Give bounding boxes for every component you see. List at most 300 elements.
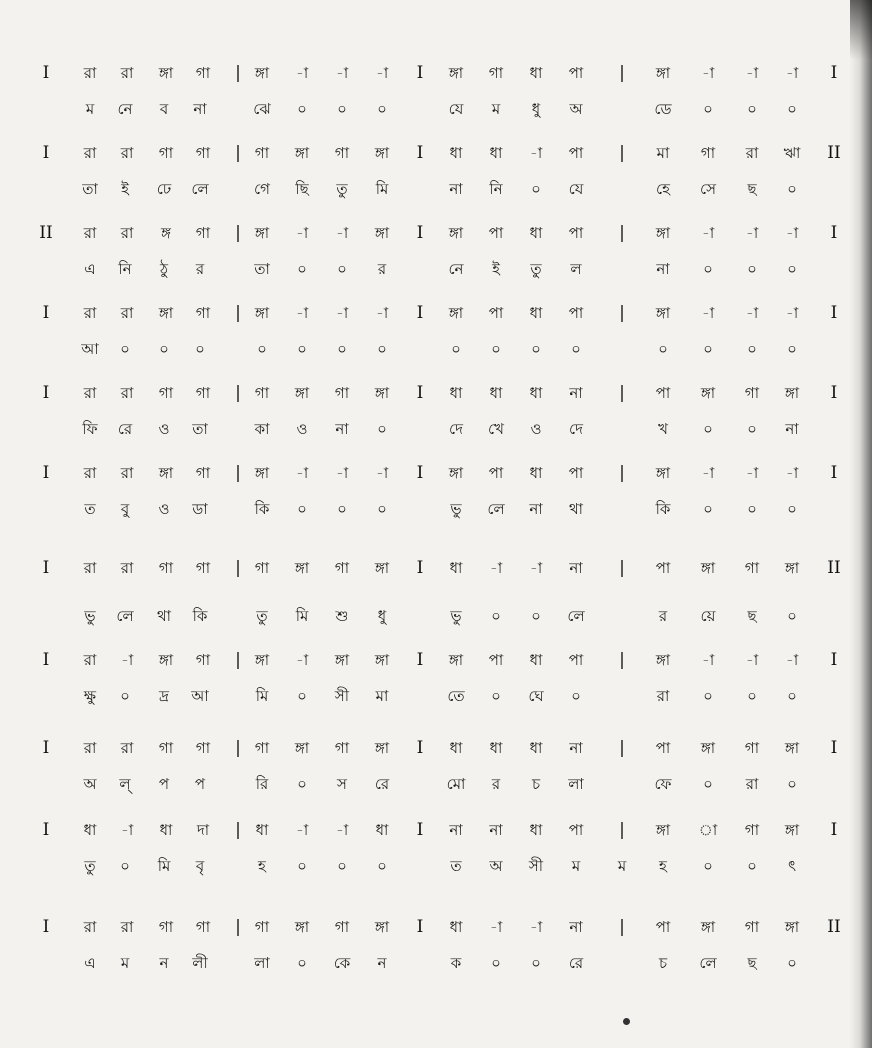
swara-note: না (489, 821, 503, 839)
swara-note: রা (120, 304, 134, 322)
lyric-syllable: মো (446, 775, 466, 793)
swara-note: পা (568, 821, 584, 839)
swara-note: পা (568, 464, 584, 482)
swara-note: ধা (529, 651, 543, 669)
swara-note: গা (334, 384, 350, 402)
swara-note: গা (334, 739, 350, 757)
lyric-syllable: ডে (654, 100, 672, 118)
swara-note: ঙ্গা (334, 651, 350, 669)
bar-line: | (235, 558, 241, 578)
swara-note: ঙ্গা (448, 651, 464, 669)
swara-note: রা (83, 559, 97, 577)
lyric-syllable: ০ (571, 340, 581, 358)
swara-note: না (449, 821, 463, 839)
lyric-syllable: স (337, 775, 347, 793)
lyric-syllable: না (193, 100, 207, 118)
swara-note: গা (195, 144, 211, 162)
swara-note: ঙ্গা (294, 739, 310, 757)
bar-line: | (619, 820, 625, 840)
swara-note: -া (295, 224, 309, 242)
swara-note: া (698, 821, 718, 839)
lyric-syllable: সী (528, 857, 544, 875)
swara-row (0, 645, 872, 675)
lyric-syllable: ই (121, 180, 129, 198)
lyric-syllable: ধু (377, 607, 387, 625)
bar-line: I (42, 820, 50, 840)
lyric-syllable: ভু (450, 500, 462, 518)
swara-note: ঙ্গা (448, 224, 464, 242)
lyric-syllable: রি (255, 775, 269, 793)
lyric-syllable: ত (450, 857, 462, 875)
lyric-syllable: ০ (297, 775, 307, 793)
lyric-syllable: বৃ (195, 857, 205, 875)
bar-line: I (42, 143, 50, 163)
lyric-syllable: ম (120, 954, 130, 972)
lyric-syllable: ০ (747, 100, 757, 118)
lyric-syllable: ০ (297, 340, 307, 358)
swara-note: রা (120, 64, 134, 82)
swara-note: পা (568, 64, 584, 82)
lyric-syllable: ০ (787, 500, 797, 518)
lyric-syllable: ম (617, 857, 627, 875)
bar-line: | (235, 383, 241, 403)
swara-note: ধা (489, 144, 503, 162)
swara-note: রা (83, 918, 97, 936)
lyric-syllable: ০ (787, 775, 797, 793)
swara-note: ঙ্গা (784, 384, 800, 402)
lyric-syllable: ০ (337, 100, 347, 118)
swara-note: গা (195, 918, 211, 936)
lyric-syllable: ঠু (159, 260, 169, 278)
lyric-syllable: ০ (491, 607, 501, 625)
lyric-syllable: ছি (295, 180, 309, 198)
lyric-syllable: ডা (192, 500, 208, 518)
swara-note: পা (655, 918, 671, 936)
lyric-syllable: ও (158, 500, 170, 518)
lyric-row (0, 414, 872, 444)
swara-note: ঙ্গা (374, 144, 390, 162)
lyric-syllable: অ (489, 857, 503, 875)
lyric-syllable: ০ (787, 687, 797, 705)
bar-line: | (619, 558, 625, 578)
lyric-syllable: ও (530, 420, 542, 438)
swara-note: ধা (489, 739, 503, 757)
lyric-syllable: মি (157, 857, 171, 875)
swara-note: ধা (489, 384, 503, 402)
bar-line: | (235, 303, 241, 323)
swara-note: গা (254, 739, 270, 757)
bar-line: | (619, 383, 625, 403)
lyric-syllable: মা (375, 687, 389, 705)
swara-note: ধা (159, 821, 173, 839)
lyric-syllable: ০ (297, 260, 307, 278)
swara-note: ধা (449, 559, 463, 577)
lyric-syllable: ছ (747, 180, 757, 198)
lyric-row (0, 851, 872, 881)
swara-note: রা (120, 224, 134, 242)
swara-note: ধা (529, 304, 543, 322)
swara-note: -া (701, 64, 715, 82)
lyric-syllable: চ (531, 775, 541, 793)
swara-note: -া (701, 651, 715, 669)
swara-note: -া (489, 559, 503, 577)
lyric-row (0, 681, 872, 711)
lyric-syllable: ০ (377, 857, 387, 875)
lyric-syllable: র (377, 260, 387, 278)
bar-line: I (830, 223, 838, 243)
swara-row (0, 815, 872, 845)
lyric-syllable: হ (659, 857, 667, 875)
swara-note: ঙ্গা (448, 304, 464, 322)
swara-note: -া (745, 64, 759, 82)
swara-note: -া (701, 304, 715, 322)
bar-line: | (619, 63, 625, 83)
lyric-syllable: র (491, 775, 501, 793)
swara-note: পা (488, 304, 504, 322)
swara-note: গা (195, 464, 211, 482)
lyric-syllable: লে (699, 954, 717, 972)
swara-note: গা (195, 739, 211, 757)
swara-note: রা (120, 144, 134, 162)
notation-line (0, 58, 872, 138)
swara-note: পা (568, 304, 584, 322)
swara-note: রা (83, 304, 97, 322)
bar-line: I (416, 917, 424, 937)
lyric-syllable: ০ (337, 500, 347, 518)
lyric-syllable: ফে (654, 775, 672, 793)
swara-note: ধা (529, 384, 543, 402)
lyric-syllable: কি (655, 500, 671, 518)
lyric-syllable: রে (117, 420, 133, 438)
lyric-syllable: ০ (703, 687, 713, 705)
swara-note: ঙ্গা (784, 559, 800, 577)
bar-line: I (830, 303, 838, 323)
lyric-syllable: ০ (531, 954, 541, 972)
bar-line: I (416, 303, 424, 323)
swara-note: গা (195, 224, 211, 242)
swara-note: ঙ্গা (374, 651, 390, 669)
bar-line: I (42, 303, 50, 323)
notation-line (0, 378, 872, 458)
swara-note: -া (785, 651, 799, 669)
lyric-syllable: ০ (491, 954, 501, 972)
lyric-syllable: কা (254, 420, 270, 438)
lyric-syllable: কি (192, 607, 208, 625)
lyric-syllable: ব (159, 100, 169, 118)
notation-line (0, 553, 872, 633)
swara-row (0, 912, 872, 942)
swara-note: ধা (529, 739, 543, 757)
lyric-syllable: কে (333, 954, 351, 972)
swara-note: ঙ্গা (700, 918, 716, 936)
swara-row (0, 458, 872, 488)
swara-note: ঙ্গা (700, 559, 716, 577)
lyric-syllable: ও (158, 420, 170, 438)
lyric-syllable: য়ে (700, 607, 716, 625)
lyric-syllable: থা (156, 607, 172, 625)
lyric-syllable: ম (85, 100, 95, 118)
swara-note: -া (745, 464, 759, 482)
lyric-syllable: ০ (703, 100, 713, 118)
swara-note: -া (335, 304, 349, 322)
lyric-syllable: ০ (337, 340, 347, 358)
lyric-syllable: ০ (747, 500, 757, 518)
lyric-syllable: খ (658, 420, 668, 438)
lyric-syllable: আ (81, 340, 99, 358)
swara-note: ঙ্গা (784, 739, 800, 757)
swara-note: পা (568, 144, 584, 162)
bar-line: | (235, 143, 241, 163)
swara-note: গা (744, 918, 760, 936)
lyric-syllable: লে (191, 180, 209, 198)
swara-note: গা (744, 821, 760, 839)
lyric-syllable: রে (568, 954, 584, 972)
lyric-syllable: দে (569, 420, 583, 438)
lyric-syllable: ল্ (119, 775, 131, 793)
lyric-syllable: ছ (747, 954, 757, 972)
swara-note: ঙ্গা (294, 918, 310, 936)
lyric-syllable: লে (487, 500, 505, 518)
swara-note: -া (745, 224, 759, 242)
lyric-syllable: হ (258, 857, 266, 875)
lyric-syllable: তু (530, 260, 542, 278)
swara-note: গা (254, 559, 270, 577)
bar-line: | (235, 650, 241, 670)
swara-note: ধা (449, 918, 463, 936)
bar-line: | (619, 463, 625, 483)
lyric-syllable: ত (84, 500, 96, 518)
swara-note: গা (158, 559, 174, 577)
bar-line: | (619, 917, 625, 937)
lyric-syllable: ০ (747, 687, 757, 705)
swara-note: -া (375, 64, 389, 82)
swara-note: -া (335, 821, 349, 839)
swara-note: রা (120, 559, 134, 577)
swara-note: ঙ্গা (158, 651, 174, 669)
lyric-syllable: ০ (297, 100, 307, 118)
swara-note: রা (83, 384, 97, 402)
lyric-syllable: ০ (787, 340, 797, 358)
lyric-syllable: মি (375, 180, 389, 198)
lyric-syllable: হে (656, 180, 670, 198)
lyric-syllable: ০ (703, 340, 713, 358)
lyric-syllable: ঢে (156, 180, 172, 198)
lyric-syllable: তে (447, 687, 465, 705)
lyric-syllable: প (194, 775, 206, 793)
lyric-syllable: ধু (531, 100, 541, 118)
swara-note: গা (158, 144, 174, 162)
lyric-syllable: ল (570, 260, 582, 278)
swara-note: -া (745, 304, 759, 322)
lyric-syllable: না (656, 260, 670, 278)
swara-note: ঙ্গা (294, 559, 310, 577)
swara-note: গা (195, 64, 211, 82)
lyric-syllable: সে (700, 180, 716, 198)
lyric-syllable: ০ (120, 340, 130, 358)
swara-note: পা (655, 739, 671, 757)
lyric-syllable: কি (254, 500, 270, 518)
swara-note: ঙ্গা (655, 821, 671, 839)
bar-line: I (416, 558, 424, 578)
lyric-syllable: ফি (82, 420, 98, 438)
lyric-syllable: ক (450, 954, 462, 972)
swara-row (0, 218, 872, 248)
lyric-syllable: তা (82, 180, 98, 198)
bar-line: | (235, 63, 241, 83)
lyric-syllable: ০ (531, 607, 541, 625)
swara-note: -া (745, 651, 759, 669)
lyric-syllable: ঘে (528, 687, 544, 705)
swara-note: ঙ্গা (448, 464, 464, 482)
lyric-syllable: লে (567, 607, 585, 625)
lyric-syllable: ছ (747, 607, 757, 625)
lyric-syllable: মি (295, 607, 309, 625)
swara-note: পা (655, 384, 671, 402)
swara-row (0, 553, 872, 583)
lyric-syllable: রা (745, 775, 759, 793)
notation-line (0, 733, 872, 813)
swara-note: গা (195, 384, 211, 402)
lyric-syllable: শু (335, 607, 349, 625)
swara-note: ঙ্গা (655, 304, 671, 322)
swara-note: না (569, 559, 583, 577)
swara-note: ঙ্গা (374, 224, 390, 242)
lyric-syllable: ০ (297, 954, 307, 972)
swara-note: ঙ্গা (374, 918, 390, 936)
lyric-syllable: বু (120, 500, 130, 518)
swara-note: -া (701, 464, 715, 482)
swara-note: ঙ্গা (254, 64, 270, 82)
lyric-syllable: ০ (703, 420, 713, 438)
swara-note: ঙ্গা (374, 739, 390, 757)
lyric-syllable: দে (449, 420, 463, 438)
lyric-syllable: ০ (703, 857, 713, 875)
swara-note: রা (120, 464, 134, 482)
lyric-syllable: তু (84, 857, 96, 875)
lyric-syllable: নে (448, 260, 464, 278)
lyric-syllable: লা (254, 954, 270, 972)
lyric-syllable: ০ (377, 500, 387, 518)
notation-line (0, 645, 872, 725)
swara-note: ধা (449, 384, 463, 402)
lyric-syllable: নি (489, 180, 503, 198)
lyric-syllable: ০ (787, 180, 797, 198)
lyric-syllable: ০ (658, 340, 668, 358)
swara-note: ঙ্গা (254, 224, 270, 242)
lyric-row (0, 601, 872, 631)
swara-note: ধা (83, 821, 97, 839)
swara-note: ঙ্গা (294, 384, 310, 402)
lyric-syllable: যে (448, 100, 464, 118)
notation-line (0, 218, 872, 298)
lyric-row (0, 254, 872, 284)
notation-line (0, 912, 872, 992)
bar-line: | (235, 223, 241, 243)
swara-note: রা (83, 224, 97, 242)
lyric-syllable: ০ (747, 260, 757, 278)
bar-line: I (416, 820, 424, 840)
swara-note: রা (83, 739, 97, 757)
swara-note: ঙ্গা (784, 918, 800, 936)
lyric-syllable: এ (84, 954, 96, 972)
swara-row (0, 138, 872, 168)
swara-note: -া (120, 821, 134, 839)
swara-note: গা (254, 384, 270, 402)
bar-line: I (830, 738, 838, 758)
swara-note: ধা (375, 821, 389, 839)
bar-line: I (830, 820, 838, 840)
lyric-row (0, 948, 872, 978)
lyric-syllable: ০ (531, 180, 541, 198)
swara-note: -া (295, 64, 309, 82)
swara-note: গা (334, 918, 350, 936)
bar-line: I (830, 463, 838, 483)
lyric-syllable: ০ (297, 857, 307, 875)
notation-line (0, 815, 872, 895)
lyric-syllable: ০ (257, 340, 267, 358)
bar-line: II (827, 558, 841, 578)
lyric-syllable: মি (255, 687, 269, 705)
lyric-syllable: ০ (703, 500, 713, 518)
swara-note: পা (488, 464, 504, 482)
swara-note: পা (568, 651, 584, 669)
lyric-row (0, 494, 872, 524)
lyric-syllable: সী (334, 687, 350, 705)
bar-line: I (416, 463, 424, 483)
notation-line (0, 298, 872, 378)
bar-line: | (235, 917, 241, 937)
lyric-syllable: ০ (120, 687, 130, 705)
swara-note: ঙ্গা (655, 464, 671, 482)
swara-note: রা (745, 144, 759, 162)
lyric-syllable: ম (571, 857, 581, 875)
bar-line: | (619, 223, 625, 243)
lyric-syllable: রে (374, 775, 390, 793)
page-edge-shadow (850, 0, 872, 1048)
lyric-syllable: তু (256, 607, 268, 625)
swara-note: ঙ্গা (158, 464, 174, 482)
swara-note: গা (334, 559, 350, 577)
lyric-syllable: লী (192, 954, 208, 972)
swara-note: পা (568, 224, 584, 242)
swara-note: গা (488, 64, 504, 82)
lyric-syllable: ০ (787, 607, 797, 625)
bar-line: I (416, 650, 424, 670)
swara-note: গা (195, 559, 211, 577)
bar-line: I (42, 650, 50, 670)
lyric-syllable: তা (254, 260, 270, 278)
swara-note: গা (254, 144, 270, 162)
swara-note: -া (295, 304, 309, 322)
swara-note: ধা (529, 821, 543, 839)
bar-line: I (416, 63, 424, 83)
lyric-syllable: এ (84, 260, 96, 278)
bar-line: I (416, 143, 424, 163)
bar-line: | (235, 463, 241, 483)
lyric-syllable: চ (658, 954, 668, 972)
bar-line: | (619, 303, 625, 323)
lyric-syllable: অ (569, 100, 583, 118)
lyric-syllable: লে (116, 607, 134, 625)
swara-note: -া (529, 144, 543, 162)
lyric-syllable: ০ (571, 687, 581, 705)
lyric-row (0, 769, 872, 799)
lyric-row (0, 334, 872, 364)
lyric-syllable: ০ (297, 687, 307, 705)
swara-note: মা (656, 144, 670, 162)
swara-note: গা (700, 144, 716, 162)
swara-note: গা (158, 384, 174, 402)
